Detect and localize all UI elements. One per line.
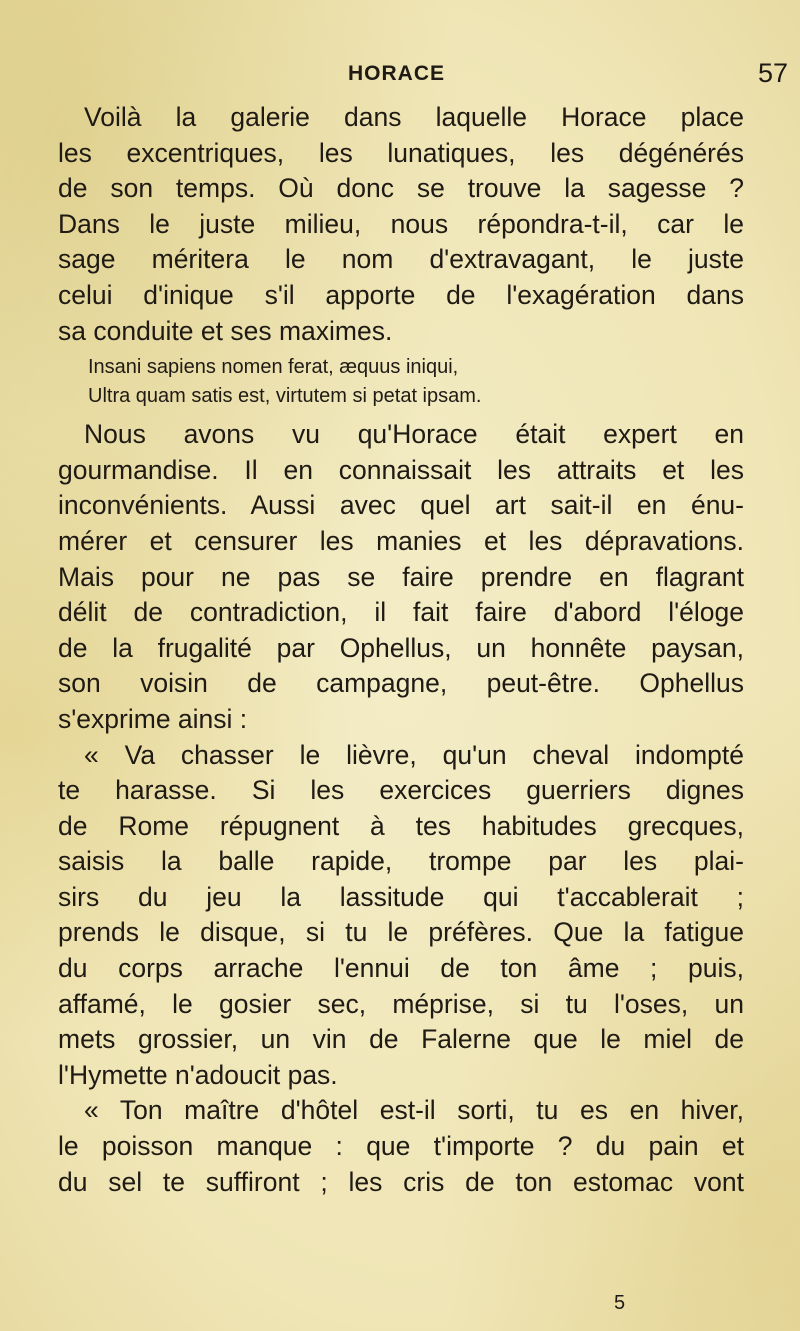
text-line: délit de contradiction, il fait faire d'abord l'éloge <box>58 597 744 628</box>
text-line: prends le disque, si tu le préfères. Que la fatigue <box>58 917 744 948</box>
quote-line: Ultra quam satis est, virtutem si petat ipsam. <box>88 385 482 408</box>
text-line: celui d'inique s'il apporte de l'exagération dans <box>58 279 744 310</box>
text-line: s'exprime ainsi : <box>58 703 248 734</box>
text-line: Mais pour ne pas se faire prendre en flagrant <box>58 561 744 592</box>
text-line: gourmandise. Il en connaissait les attraits et les <box>58 454 744 485</box>
text-line: de la frugalité par Ophellus, un honnête paysan, <box>58 632 744 663</box>
text-line: « Va chasser le lièvre, qu'un cheval indompté <box>84 739 744 770</box>
text-line: du corps arrache l'ennui de ton âme ; puis, <box>58 953 744 984</box>
text-line: « Ton maître d'hôtel est-il sorti, tu es en hiver, <box>84 1095 744 1126</box>
page-header <box>0 58 800 98</box>
text-line: du sel te suffiront ; les cris de ton estomac vont <box>58 1166 744 1197</box>
signature-mark: 5 <box>614 1292 626 1314</box>
text-line: les excentriques, les lunatiques, les dégénérés <box>58 137 744 168</box>
latin-quotation <box>88 353 742 411</box>
text-line: te harasse. Si les exercices guerriers dignes <box>58 775 744 806</box>
text-line: mets grossier, un vin de Falerne que le miel de <box>58 1024 744 1055</box>
text-line: mérer et censurer les manies et les dépravations. <box>58 525 744 556</box>
text-line: affamé, le gosier sec, méprise, si tu l'oses, un <box>58 988 744 1019</box>
text-line: sirs du jeu la lassitude qui t'accablerait ; <box>58 881 744 912</box>
text-line: le poisson manque : que t'importe ? du pain et <box>58 1131 744 1162</box>
text-line: l'Hymette n'adoucit pas. <box>58 1059 338 1090</box>
body-text <box>58 100 744 1200</box>
text-line: Dans le juste milieu, nous répondra-t-il, car le <box>58 208 744 239</box>
text-line: son voisin de campagne, peut-être. Ophellus <box>58 668 744 699</box>
text-line: Voilà la galerie dans laquelle Horace place <box>84 102 744 132</box>
text-line: sage méritera le nom d'extravagant, le juste <box>58 244 744 275</box>
text-line: sa conduite et ses maximes. <box>58 315 393 346</box>
page-number: 57 <box>758 58 789 88</box>
text-line: saisis la balle rapide, trompe par les plai- <box>58 846 744 877</box>
text-line: inconvénients. Aussi avec quel art sait-il en énu- <box>58 490 744 521</box>
text-line: Nous avons vu qu'Horace était expert en <box>84 419 744 450</box>
running-title: HORACE <box>348 62 446 85</box>
quote-line: Insani sapiens nomen ferat, æquus iniqui, <box>88 356 459 379</box>
text-line: de son temps. Où donc se trouve la sagesse ? <box>58 173 744 204</box>
text-line: de Rome répugnent à tes habitudes grecques, <box>58 810 744 841</box>
